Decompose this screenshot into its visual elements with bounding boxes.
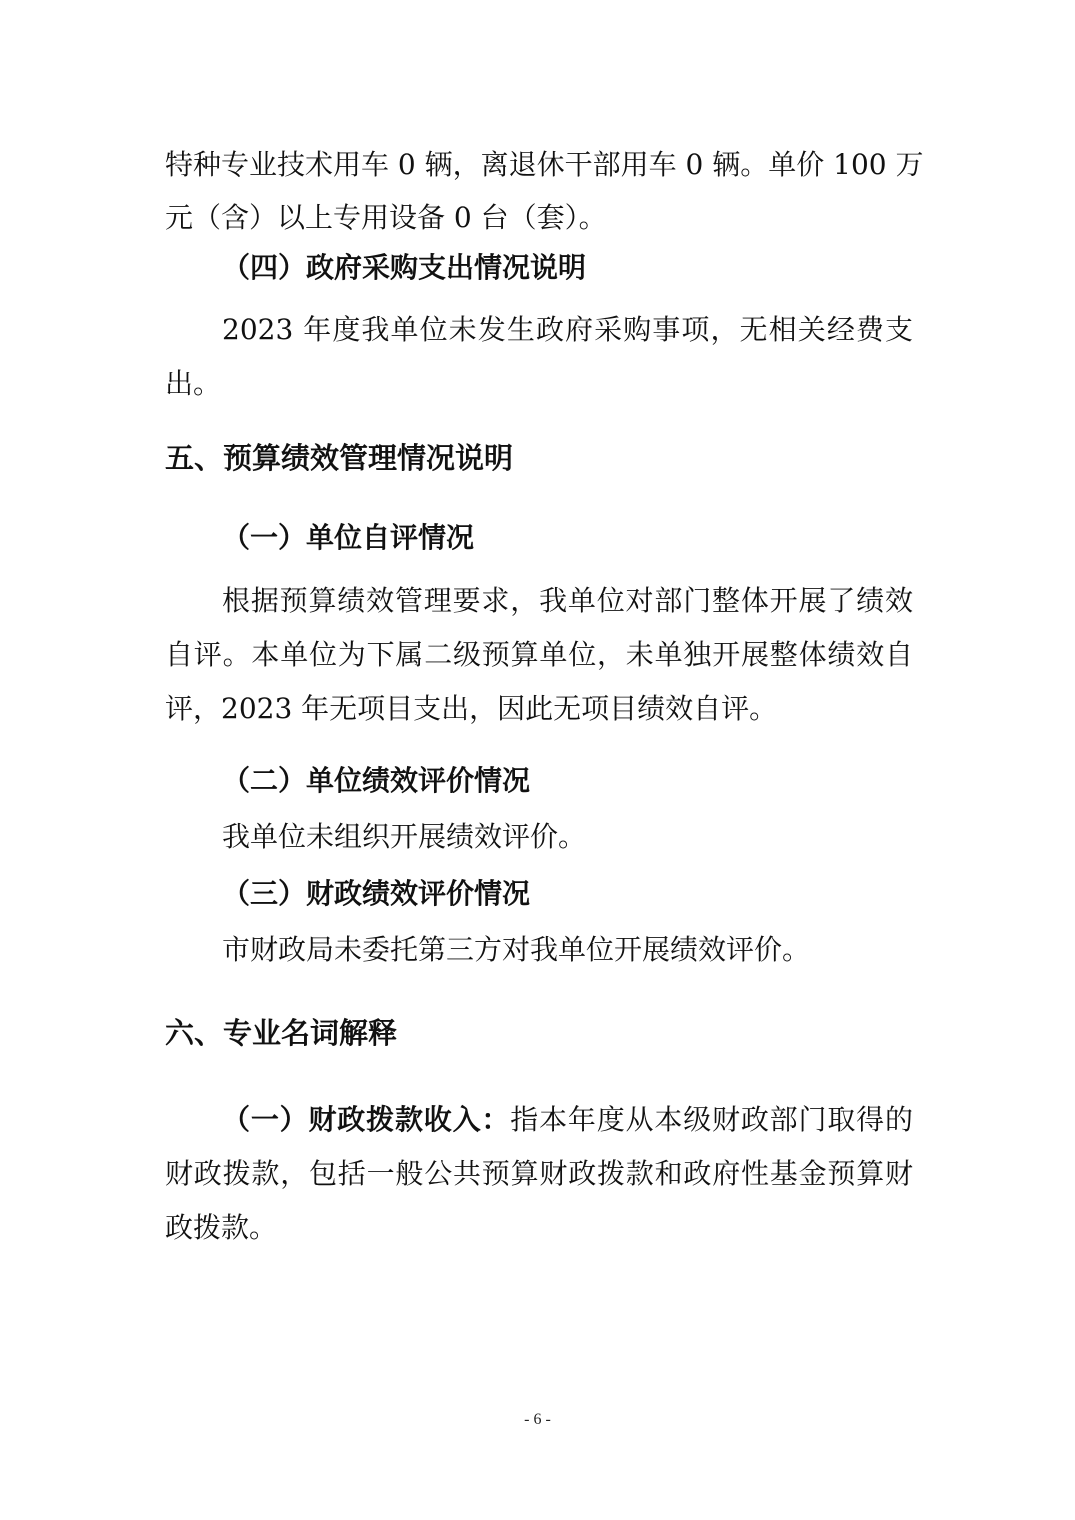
- paragraph-vehicle-line-2: 元（含）以上专用设备 0 台（套）。: [165, 201, 607, 234]
- paragraph-unit-evaluation: 我单位未组织开展绩效评价。: [222, 820, 587, 853]
- glossary-term-label: （一）财政拨款收入：: [222, 1103, 511, 1136]
- subheading-finance-evaluation: （三）财政绩效评价情况: [222, 877, 531, 910]
- paragraph-self-evaluation-line-2: 自评。本单位为下属二级预算单位，未单独开展整体绩效自: [165, 638, 913, 671]
- section-heading-glossary: 六、专业名词解释: [165, 1016, 398, 1050]
- subheading-procurement: （四）政府采购支出情况说明: [222, 251, 587, 284]
- paragraph-procurement-line-2: 出。: [165, 367, 222, 400]
- glossary-term-text: 指本年度从本级财政部门取得的: [510, 1103, 913, 1136]
- paragraph-self-evaluation-line-1: 根据预算绩效管理要求，我单位对部门整体开展了绩效: [222, 584, 913, 617]
- paragraph-vehicle-line-1: 特种专业技术用车 0 辆，离退休干部用车 0 辆。单价 100 万: [165, 148, 924, 181]
- subheading-unit-evaluation: （二）单位绩效评价情况: [222, 764, 531, 797]
- section-heading-performance: 五、预算绩效管理情况说明: [165, 441, 514, 475]
- glossary-item-fiscal-appropriation-line-2: 财政拨款，包括一般公共预算财政拨款和政府性基金预算财: [165, 1157, 913, 1190]
- glossary-item-fiscal-appropriation-line-3: 政拨款。: [165, 1211, 278, 1244]
- page-number: - 6 -: [524, 1411, 551, 1428]
- glossary-item-fiscal-appropriation-line-1: [222, 1102, 913, 1138]
- paragraph-self-evaluation-line-3: 评，2023 年无项目支出，因此无项目绩效自评。: [165, 692, 778, 725]
- subheading-self-evaluation: （一）单位自评情况: [222, 521, 475, 554]
- paragraph-finance-evaluation: 市财政局未委托第三方对我单位开展绩效评价。: [222, 933, 811, 966]
- paragraph-procurement-line-1: 2023 年度我单位未发生政府采购事项，无相关经费支: [222, 313, 913, 346]
